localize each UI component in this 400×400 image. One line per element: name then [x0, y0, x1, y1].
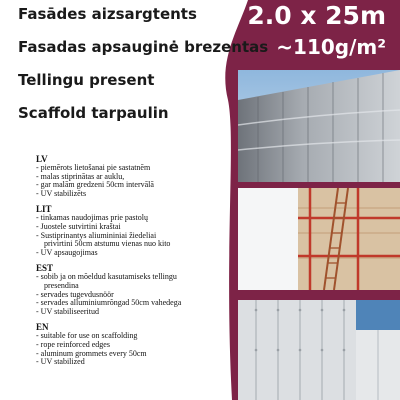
lang-code-est: EST: [36, 263, 54, 274]
tarpaulin-on-scaffold-photo: [238, 300, 400, 400]
lang-line: - suitable for use on scaffolding: [36, 331, 138, 341]
lang-line: - sobib ja on mõeldud kasutamiseks tellingu: [36, 272, 177, 282]
heading-lithuanian: Fasadas apsauginė brezentas: [18, 38, 269, 56]
lang-line: - Juostele sutvirtini kraštai: [36, 221, 121, 231]
heading-latvian: Fasādes aizsargtents: [18, 5, 197, 23]
lang-line: presendina: [44, 280, 79, 290]
lang-section-lv: [36, 154, 236, 198]
lang-line: - gar malām gredzeni 50cm intervālā: [36, 180, 154, 190]
weight-spec: ~110g/m²: [276, 35, 386, 59]
lang-code-en: EN: [36, 322, 49, 333]
scaffold-with-ladder-photo: [238, 188, 400, 290]
lang-line: - rope reinforced edges: [36, 339, 110, 349]
size-spec: 2.0 x 25m: [247, 1, 386, 30]
lang-section-en: [36, 322, 236, 366]
lang-line: privirtini 50cm atstumu vienas nuo kito: [44, 239, 171, 249]
lang-line: - UV stabiliseeritud: [36, 306, 99, 316]
lang-line: - malas stiprinātas ar auklu,: [36, 171, 125, 181]
lang-line: - tinkamas naudojimas prie pastolų: [36, 213, 148, 223]
heading-estonian: Tellingu present: [18, 71, 155, 89]
lang-code-lv: LV: [36, 154, 48, 164]
lang-line: - aluminum grommets every 50cm: [36, 348, 147, 358]
heading-english: Scaffold tarpaulin: [18, 104, 169, 122]
tarpaulin-covered-building-photo: [238, 70, 400, 182]
language-descriptions: [36, 154, 236, 373]
lang-line: - servades tugevdusnöör: [36, 289, 114, 299]
lang-line: - UV stabilizēts: [36, 188, 87, 198]
lang-section-lit: [36, 204, 236, 257]
lang-line: - UV stabilized: [36, 357, 85, 367]
lang-line: - UV apsaugojimas: [36, 247, 98, 257]
lang-line: - piemērots lietošanai pie sastatnēm: [36, 163, 151, 172]
lang-line: - servades alluminiumrõngad 50cm vahedega: [36, 298, 182, 308]
lang-section-est: [36, 263, 236, 316]
lang-line: - Sustiprinantys aliumininiai žiedeliai: [36, 230, 157, 240]
lang-code-lit: LIT: [36, 204, 52, 215]
